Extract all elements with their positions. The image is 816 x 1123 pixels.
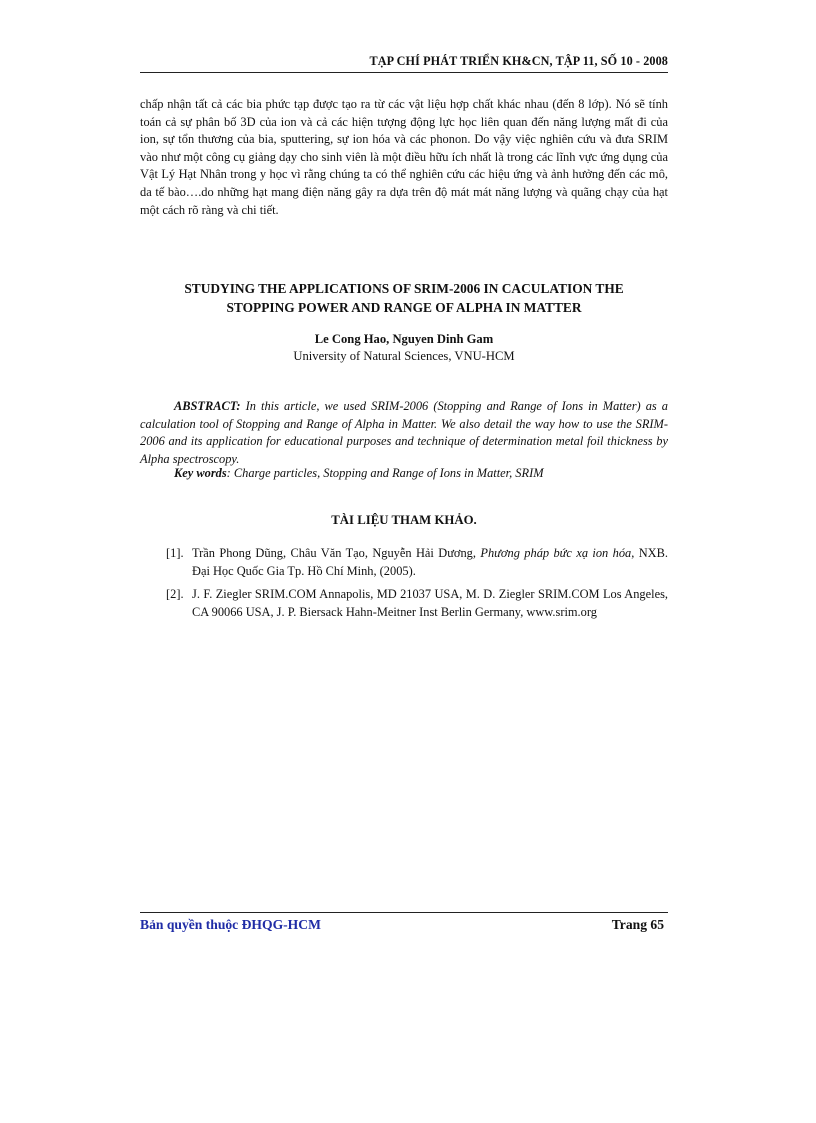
reference-item: [140, 545, 668, 580]
abstract-text: In this article, we used SRIM-2006 (Stopping and Range of Ions in Matter) as a calculation tool of Stopping and Range of Alpha in Matter. We also detail the way how to use the SRIM-2006 and its application for educational purposes and technique of determination metal foil thickness by Alpha spectroscopy.: [140, 399, 668, 466]
affiliation: University of Natural Sciences, VNU-HCM: [293, 349, 515, 363]
authors: Le Cong Hao, Nguyen Dinh Gam: [314, 332, 494, 346]
keywords: [174, 465, 668, 482]
abstract-label: ABSTRACT:: [174, 399, 241, 413]
intro-paragraph: chấp nhận tất cả các bia phức tạp được tạo ra từ các vật liệu hợp chất khác nhau (đến 8 lớp). Nó sẽ tính toán cả sự phân bố 3D của ion và cả các hiện tượng động lực học liên quan đến năng lượng mất đi của ion, sự tổn thương của bia, sputtering, sự ion hóa và các phonon. Do vậy việc nghiên cứu và đưa SRIM vào như một công cụ giảng dạy cho sinh viên là một điều hữu ích nhất là trong các lĩnh vực ứng dụng của Vật Lý Hạt Nhân trong y học vì rằng chúng ta có thể nghiên cứu các hiệu ứng và ảnh hưởng đến các mô, da tế bào….do những hạt mang điện năng gây ra dựa trên độ mát mát năng lượng và quãng chạy của hạt một cách rõ ràng và chi tiết.: [140, 97, 668, 217]
keywords-label: Key words: [174, 466, 227, 480]
reference-text: Trần Phong Dũng, Châu Văn Tạo, Nguyễn Hải Dương,: [192, 546, 481, 560]
reference-item: [140, 586, 668, 621]
header-rule: [140, 72, 668, 73]
reference-italic-title: Phương pháp bức xạ ion hóa: [480, 546, 632, 560]
title-line-1: STUDYING THE APPLICATIONS OF SRIM-2006 IN CACULATION THE: [184, 281, 624, 296]
abstract: [140, 398, 668, 468]
page-number: Trang 65: [611, 917, 664, 932]
footer-copyright: Bản quyền thuộc ĐHQG-HCM: [140, 917, 321, 932]
reference-text: J. F. Ziegler SRIM.COM Annapolis, MD 21037 USA, M. D. Ziegler SRIM.COM Los Angeles, CA 90066 USA, J. P. Biersack Hahn-Meitner Inst Berlin Germany, www.srim.org: [192, 587, 668, 619]
reference-list: [140, 545, 668, 627]
title-line-2: STOPPING POWER AND RANGE OF ALPHA IN MATTER: [226, 300, 582, 315]
footer-rule: [140, 912, 668, 913]
references-heading: TÀI LIỆU THAM KHẢO.: [331, 513, 477, 527]
running-header: TẠP CHÍ PHÁT TRIỂN KH&CN, TẬP 11, SỐ 10 - 2008: [369, 54, 668, 68]
reference-number: [1].: [166, 546, 184, 560]
reference-text-after: , NXB. Đại Học Quốc Gia Tp. Hồ Chí Minh, (2005).: [192, 546, 668, 578]
reference-number: [2].: [166, 587, 184, 601]
article-title: [140, 279, 668, 317]
keywords-text: : Charge particles, Stopping and Range of Ions in Matter, SRIM: [226, 466, 544, 480]
